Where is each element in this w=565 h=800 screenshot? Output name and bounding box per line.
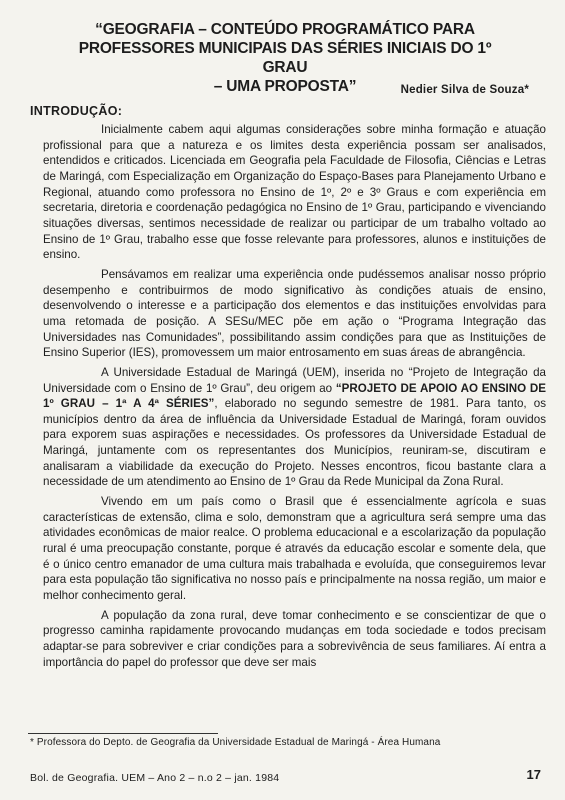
paragraph-1: Inicialmente cabem aqui algumas considerações sobre minha formação e atuação profissional para que a natureza e os limites desta experiência possam ser analisados, entendidos e criticados. Licenciada em Geografia pela Faculdade de Filosofia, Ciências e Letras de Maringá, com Especialização em Organização do Espaço-Bases para Planejamento Urbano e Regional, atuando como professora no Ensino de 1º, 2º e 3º Graus e com experiência em secretaria, diretoria e coordenação pedagógica no Ensino de 1º Grau, participando e vivenciando situações diversas, sentimos necessidade de realizar ou participar de um trabalho voltado ao Ensino de 1º Grau, trabalho esse que fosse relevante para professores, alunos e instituições de ensino. (43, 123, 546, 262)
footnote: * Professora do Depto. de Geografia da Universidade Estadual de Maringá - Área Humana (30, 737, 441, 748)
journal-reference: Bol. de Geografia. UEM – Ano 2 – n.o 2 – jan. 1984 (30, 772, 280, 784)
footnote-divider (28, 733, 218, 734)
project-name: “PROJETO DE APOIO AO ENSINO DE 1º GRAU – 1ª A 4ª SÉRIES” (43, 381, 546, 411)
page-number: 17 (526, 767, 541, 782)
paragraph-4: Vivendo em um país como o Brasil que é essencialmente agrícola e suas características de extensão, clima e solo, demonstram que a agricultura será sempre uma das atividades econômicas de maior realce. O problema educacional e a escolarização da população rural é uma preocupação constante, porque é através da educação escolar e somente dela, que é o único centro emanador de uma cultura mais trabalhada e evoluída, que conseguiremos levar para esta população tão significativa no nosso país e principalmente na nossa região, um maior e melhor conhecimento geral. (43, 495, 546, 603)
title-line-3: – UMA PROPOSTA” (213, 78, 357, 95)
title-line-2: PROFESSORES MUNICIPAIS DAS SÉRIES INICIAIS DO 1º GRAU (78, 40, 492, 76)
paragraph-3-text-end: , elaborado no segundo semestre de 1981. Para tanto, os municípios dentro da área de influência da Universidade Estadual de Maringá, foram ouvidos para exporem suas aspirações e necessidades. Os professores da Universidade Estadual de Maringá, juntamente com os representantes dos Municípios, reuniram-se, discutiram e analisaram a viabilidade da execução do Projeto. Nesses encontros, ficou bastante clara a necessidade de um atendimento ao Ensino de 1º Grau da Rede Municipal da Zona Rural. (43, 397, 546, 489)
section-heading: INTRODUÇÃO: (30, 104, 123, 118)
author-name: Nedier Silva de Souza* (400, 84, 529, 96)
paragraph-2: Pensávamos em realizar uma experiência onde pudéssemos analisar nosso próprio desempenho e contribuirmos de modo significativo às condições atuais de ensino, desenvolvendo o interesse e a participação dos elementos e das instituições envolvidas para uma retomada de posição. A SESu/MEC põe em ação o “Programa Integração das Universidades nas Comunidades”, possibilitando assim condições para que as Instituições de Ensino Superior (IES), promovessem um maior entrosamento em suas áreas de abrangência. (43, 267, 546, 360)
title-line-1: “GEOGRAFIA – CONTEÚDO PROGRAMÁTICO PARA (95, 21, 475, 38)
paragraph-3-text-start: A Universidade Estadual de Maringá (UEM), inserida no “Projeto de Integração da Universidade com o Ensino de 1º Grau”, deu origem ao (43, 365, 546, 395)
article-body (43, 122, 546, 670)
paragraph-3 (43, 365, 546, 490)
paragraph-5: A população da zona rural, deve tomar conhecimento e se conscientizar de que o progresso caminha rapidamente provocando mudanças em toda sociedade e todos precisam adaptar-se para sobreviver e criar condições para a sobrevivência de seus familiares. Aí entra a importância do papel do professor que deve ser mais (43, 608, 546, 669)
